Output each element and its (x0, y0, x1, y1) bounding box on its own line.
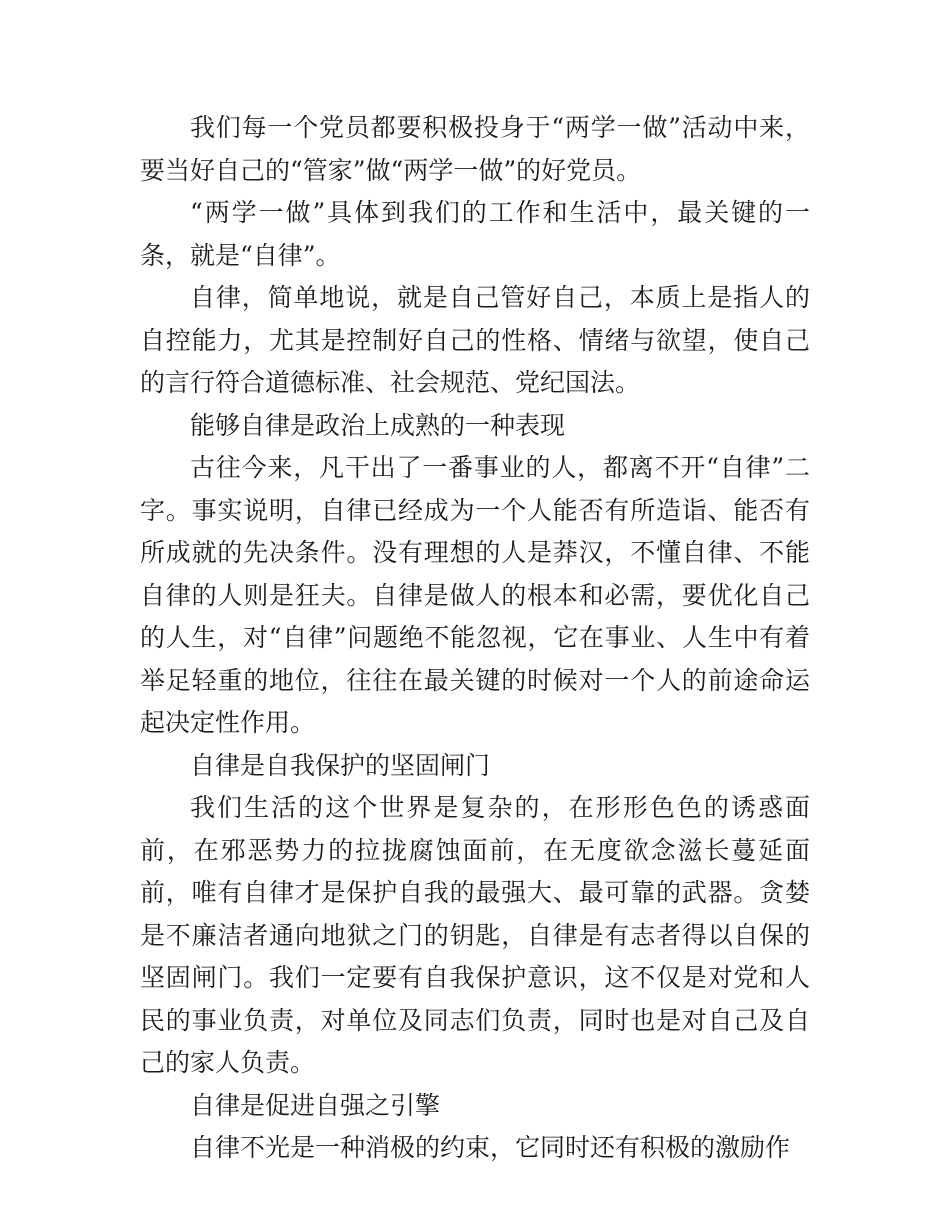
section-heading-self-improvement: 自律是促进自强之引擎 (190, 1090, 441, 1120)
paragraph-political-maturity: 古往今来，凡干出了一番事业的人，都离不开“自律”二字。事实说明，自律已经成为一个人能否有所造诣、能否有所成就的先决条件。没有理想的人是莽汉，不懂自律、不能自律的人则是狂夫。自律是做人的根本和必需，要优化自己的人生，对“自律”问题绝不能忽视，它在事业、人生中有着举足轻重的地位，往往在最关键的时候对一个人的前途命运起决定性作用。 (140, 453, 810, 737)
paragraph-self-protection: 我们生活的这个世界是复杂的，在形形色色的诱惑面前，在邪恶势力的拉拢腐蚀面前，在无度欲念滋长蔓延面前，唯有自律才是保护自我的最强大、最可靠的武器。贪婪是不廉洁者通向地狱之门的钥匙，自律是有志者得以自保的坚固闸门。我们一定要有自我保护意识，这不仅是对党和人民的事业负责，对单位及同志们负责，同时也是对自己及自己的家人负责。 (140, 793, 810, 1077)
paragraph-key-is-self-discipline: “两学一做”具体到我们的工作和生活中，最关键的一条，就是“自律”。 (140, 198, 810, 270)
paragraph-two-learn-one-do-call: 我们每一个党员都要积极投身于“两学一做”活动中来，要当好自己的“管家”做“两学一做”的好党员。 (140, 113, 810, 185)
document-body (140, 107, 810, 1170)
section-heading-self-protection: 自律是自我保护的坚固闸门 (190, 750, 491, 780)
section-heading-political-maturity: 能够自律是政治上成熟的一种表现 (190, 410, 566, 440)
paragraph-self-discipline-definition: 自律，简单地说，就是自己管好自己，本质上是指人的自控能力，尤其是控制好自己的性格、情绪与欲望，使自己的言行符合道德标准、社会规范、党纪国法。 (140, 283, 810, 397)
paragraph-self-improvement: 自律不光是一种消极的约束，它同时还有积极的激励作 (190, 1133, 791, 1162)
